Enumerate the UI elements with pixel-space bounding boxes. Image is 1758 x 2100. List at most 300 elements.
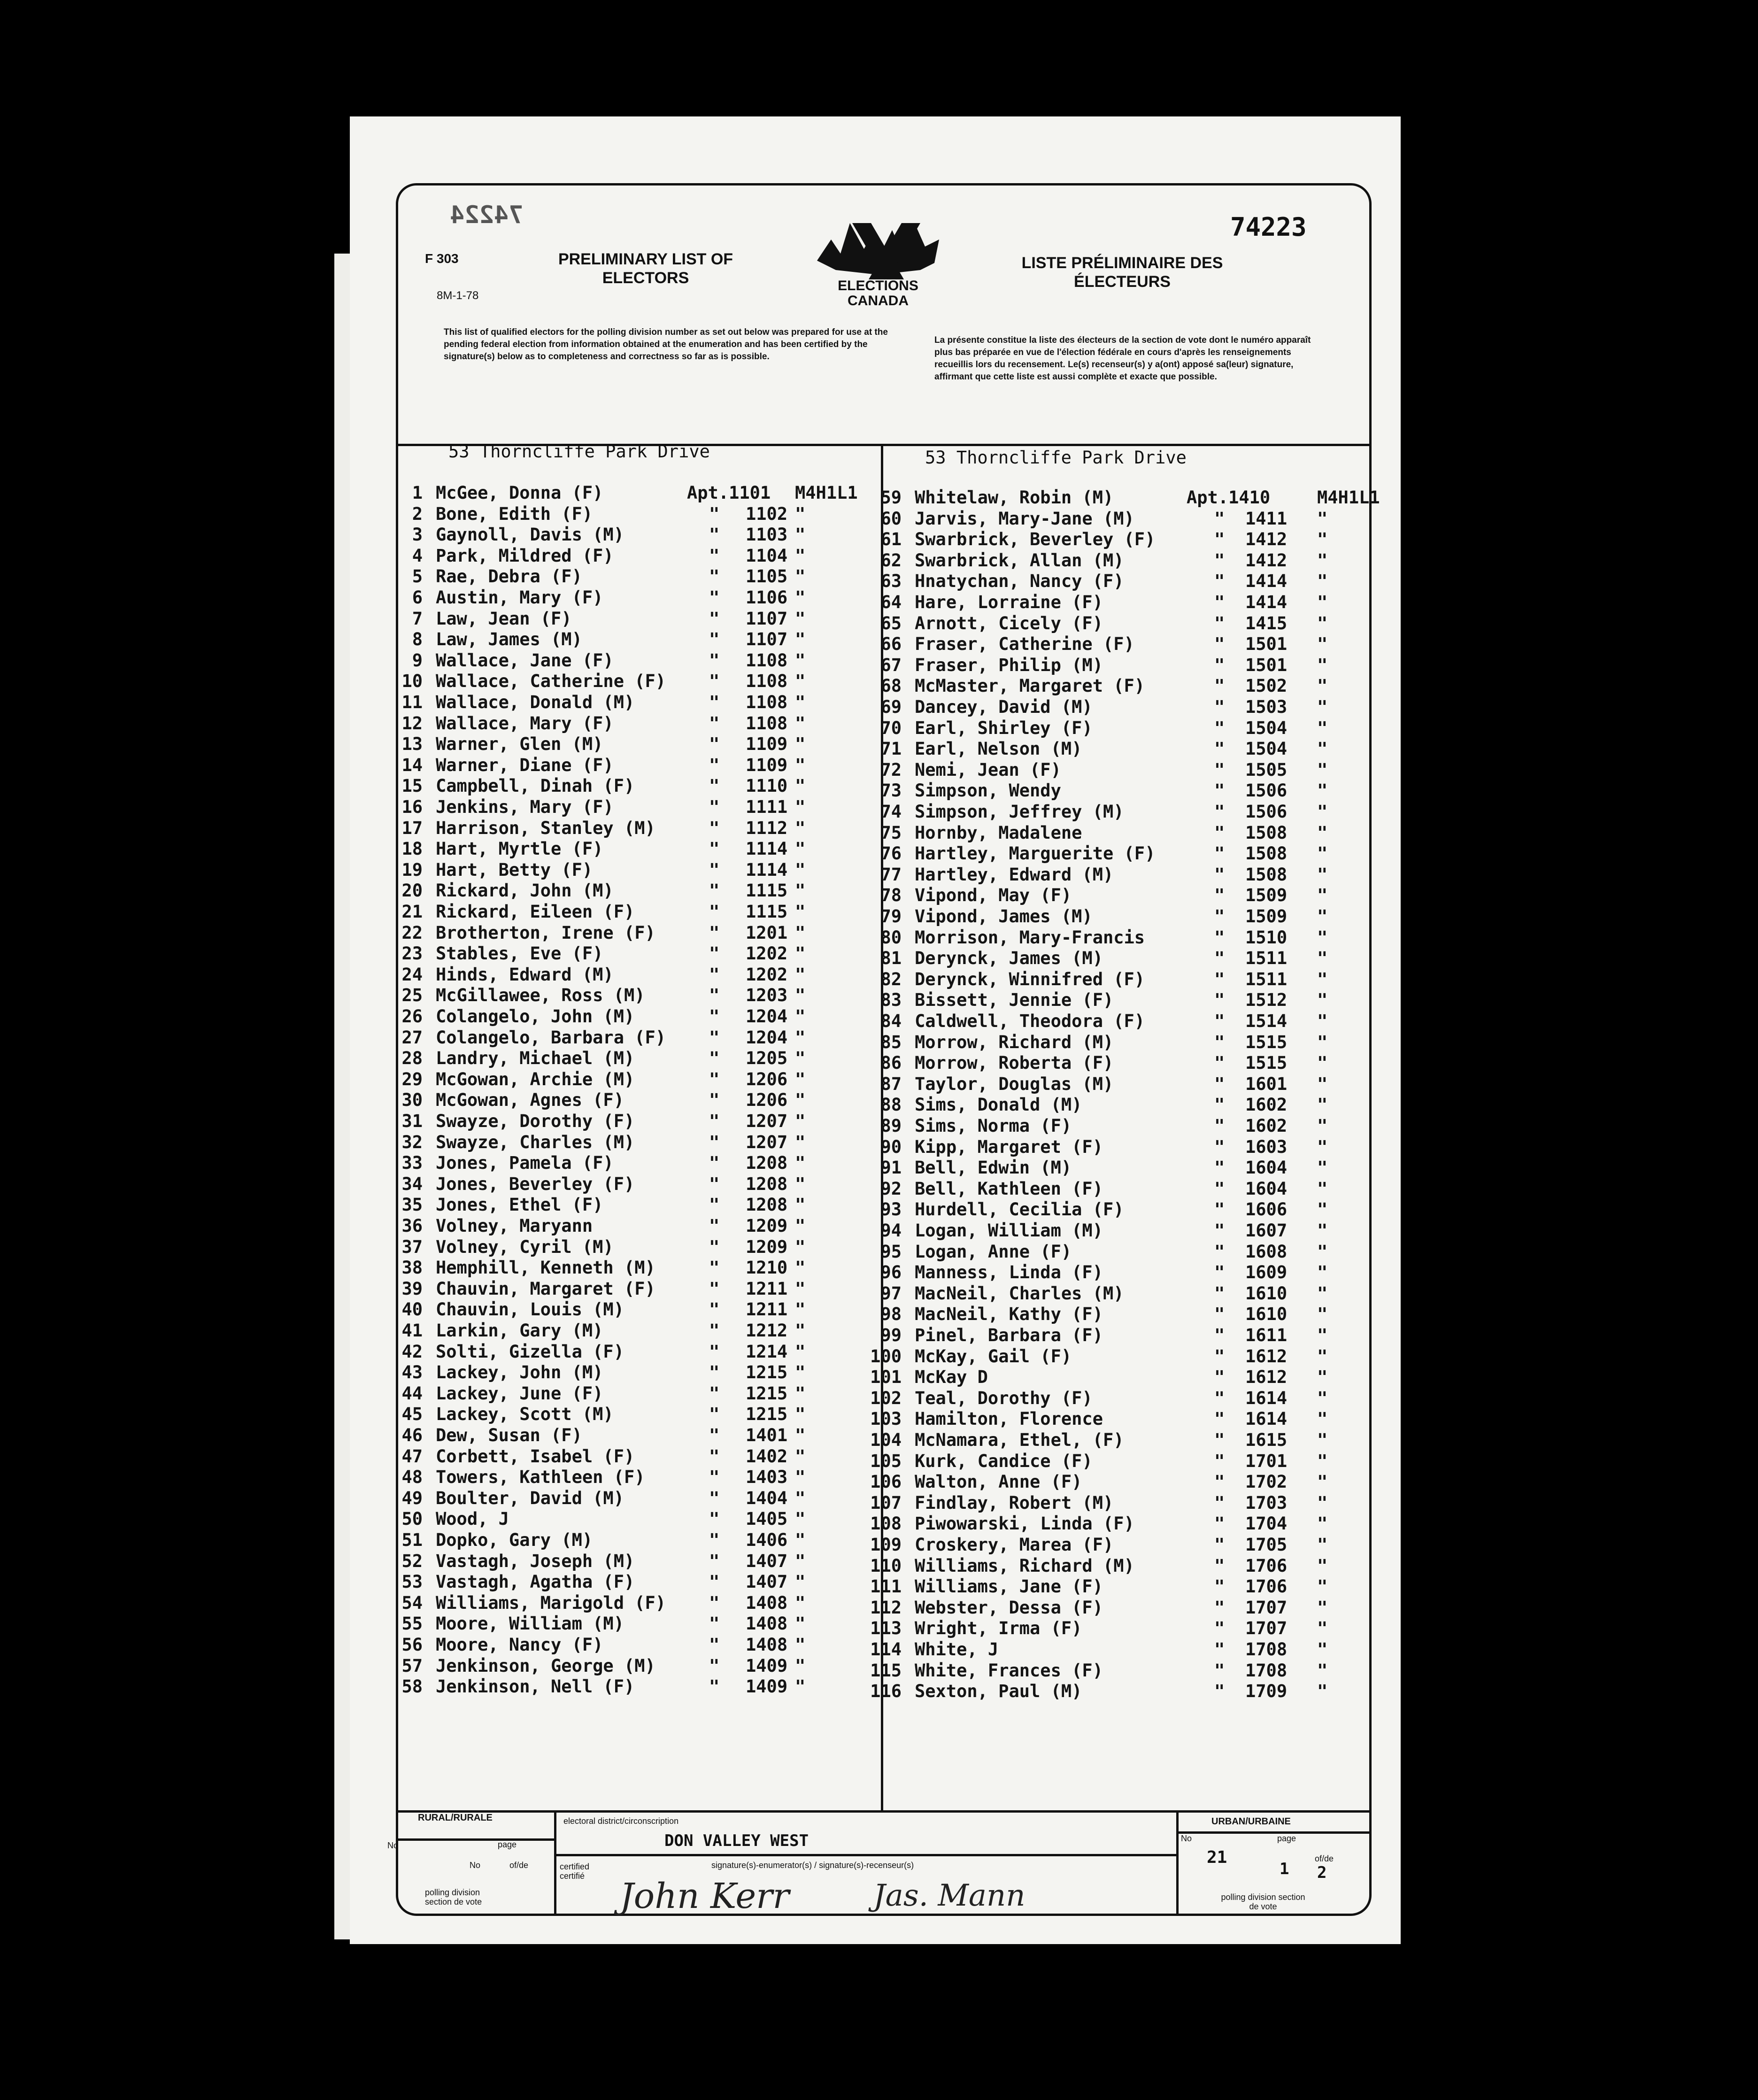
- ditto-mark: ": [1214, 550, 1225, 571]
- elector-name: Stables, Eve (F): [436, 943, 603, 964]
- postal-code: ": [1317, 822, 1328, 843]
- postal-code: ": [1317, 676, 1328, 696]
- elector-number: 42: [401, 1341, 423, 1362]
- postal-code: ": [795, 1048, 806, 1069]
- apartment-number: 1205: [746, 1048, 788, 1069]
- elector-row: [859, 697, 1371, 719]
- apartment-number: 1612: [1245, 1367, 1288, 1388]
- elector-row: [859, 1053, 1371, 1075]
- elector-name: Hartley, Marguerite (F): [915, 843, 1156, 864]
- elector-number: 96: [880, 1262, 902, 1283]
- elector-row: [859, 885, 1371, 908]
- apartment-number: 1210: [746, 1258, 788, 1278]
- elector-row: [859, 529, 1371, 552]
- elector-number: 8: [412, 629, 423, 650]
- elector-row: [859, 1409, 1371, 1431]
- apartment-number: 1110: [746, 776, 788, 796]
- apartment-number: 1209: [746, 1216, 788, 1236]
- elector-name: Dancey, David (M): [915, 697, 1093, 717]
- ditto-mark: ": [709, 1362, 720, 1383]
- postal-code: ": [795, 1069, 806, 1089]
- elector-row: [859, 509, 1371, 531]
- postal-code: ": [1317, 1199, 1328, 1220]
- postal-code: ": [795, 1320, 806, 1341]
- elector-row: [859, 1660, 1371, 1683]
- ditto-mark: ": [1214, 969, 1225, 989]
- elector-row: [859, 1618, 1371, 1641]
- apartment-number: 1614: [1245, 1409, 1288, 1429]
- apartment-number: 1615: [1245, 1430, 1288, 1450]
- postal-code: ": [1317, 1116, 1328, 1136]
- apartment-number: 1709: [1245, 1681, 1288, 1702]
- elector-name: Wallace, Jane (F): [436, 650, 614, 671]
- elector-row: [380, 880, 873, 903]
- ditto-mark: ": [709, 818, 720, 838]
- ditto-mark: ": [1214, 508, 1225, 529]
- elector-row: [380, 818, 873, 841]
- postal-code: ": [795, 1132, 806, 1152]
- postal-code: ": [795, 839, 806, 859]
- apartment-number: 1204: [746, 1027, 788, 1048]
- elector-name: Colangelo, John (M): [436, 1006, 635, 1027]
- elector-number: 91: [880, 1158, 902, 1178]
- elector-row: [859, 760, 1371, 782]
- postal-code: ": [1317, 1513, 1328, 1534]
- elector-row: [859, 739, 1371, 761]
- apartment-number: 1708: [1245, 1639, 1288, 1660]
- elector-number: 46: [401, 1425, 423, 1445]
- elector-row: [859, 823, 1371, 845]
- elector-name: Kurk, Candice (F): [915, 1451, 1093, 1471]
- elector-number: 85: [880, 1032, 902, 1052]
- elector-number: 71: [880, 739, 902, 759]
- footer-divider: [396, 1810, 1372, 1813]
- ditto-mark: ": [709, 525, 720, 545]
- elector-row: [859, 1513, 1371, 1536]
- ditto-mark: ": [1214, 592, 1225, 612]
- ditto-mark: ": [709, 1467, 720, 1488]
- postal-code: ": [795, 1655, 806, 1676]
- elector-name: Morrow, Roberta (F): [915, 1053, 1114, 1073]
- elector-row: [859, 1095, 1371, 1117]
- elector-row: [859, 1011, 1371, 1034]
- elector-number: 27: [401, 1027, 423, 1048]
- elector-row: [380, 1467, 873, 1490]
- postal-code: ": [1317, 1346, 1328, 1367]
- ditto-mark: ": [1214, 1304, 1225, 1325]
- elector-number: 62: [880, 550, 902, 571]
- ghost-serial-number: 74224: [450, 201, 524, 229]
- ditto-mark: ": [1214, 718, 1225, 738]
- elector-name: Whitelaw, Robin (M): [915, 487, 1114, 508]
- elector-number: 50: [401, 1509, 423, 1529]
- elector-number: 35: [401, 1195, 423, 1215]
- apartment-number: 1506: [1245, 802, 1288, 822]
- elector-name: White, J: [915, 1639, 999, 1660]
- apartment-number: 1511: [1245, 948, 1288, 969]
- apartment-number: 1607: [1245, 1220, 1288, 1241]
- apartment-number: Apt.1101: [687, 483, 771, 503]
- elector-number: 103: [870, 1409, 902, 1429]
- postal-code: ": [1317, 1409, 1328, 1429]
- ditto-mark: ": [1214, 1032, 1225, 1052]
- elector-row: [380, 1320, 873, 1343]
- postal-code: ": [795, 776, 806, 796]
- apartment-number: 1211: [746, 1278, 788, 1299]
- postal-code: ": [795, 797, 806, 817]
- elector-name: McGowan, Archie (M): [436, 1069, 635, 1089]
- apartment-number: 1604: [1245, 1158, 1288, 1178]
- apartment-number: 1601: [1245, 1073, 1288, 1094]
- urban-page-number: 1: [1280, 1860, 1289, 1878]
- elector-row: [859, 1472, 1371, 1494]
- elector-number: 72: [880, 759, 902, 780]
- postal-code: ": [1317, 1178, 1328, 1199]
- elector-row: [380, 1593, 873, 1615]
- urban-page-label: page: [1277, 1834, 1296, 1843]
- postal-code: ": [1317, 1388, 1328, 1408]
- postal-code: ": [1317, 1535, 1328, 1555]
- apartment-number: 1610: [1245, 1304, 1288, 1325]
- elector-row: [380, 692, 873, 715]
- apartment-number: 1508: [1245, 864, 1288, 885]
- elector-name: Hinds, Edward (M): [436, 964, 614, 985]
- postal-code: ": [1317, 759, 1328, 780]
- ditto-mark: ": [1214, 1325, 1225, 1345]
- elector-name: Jenkins, Mary (F): [436, 797, 614, 817]
- apartment-number: 1514: [1245, 1011, 1288, 1031]
- postal-code: ": [795, 1362, 806, 1383]
- ditto-mark: ": [1214, 1492, 1225, 1513]
- apartment-number: 1201: [746, 922, 788, 943]
- ditto-mark: ": [709, 587, 720, 608]
- apartment-number: 1412: [1245, 529, 1288, 550]
- elector-row: [859, 1199, 1371, 1222]
- apartment-number: 1611: [1245, 1325, 1288, 1345]
- postal-code: ": [1317, 1597, 1328, 1618]
- elector-number: 84: [880, 1011, 902, 1031]
- elector-name: Bone, Edith (F): [436, 503, 593, 524]
- postal-code: ": [1317, 802, 1328, 822]
- apartment-number: 1108: [746, 671, 788, 692]
- elector-name: Teal, Dorothy (F): [915, 1388, 1093, 1408]
- elector-name: Fraser, Catherine (F): [915, 634, 1134, 655]
- ditto-mark: ": [709, 1111, 720, 1131]
- ditto-mark: ": [709, 776, 720, 796]
- urban-page-total: 2: [1317, 1863, 1327, 1882]
- ditto-mark: ": [709, 650, 720, 671]
- postal-code: ": [795, 818, 806, 838]
- elector-row: [380, 483, 873, 505]
- ditto-mark: ": [709, 1592, 720, 1613]
- apartment-number: 1206: [746, 1069, 788, 1089]
- postal-code: ": [795, 1635, 806, 1655]
- elector-name: Harrison, Stanley (M): [436, 818, 655, 838]
- elector-name: Vastagh, Agatha (F): [436, 1572, 635, 1592]
- postal-code: ": [795, 1572, 806, 1592]
- elector-number: 92: [880, 1178, 902, 1199]
- elector-row: [380, 1111, 873, 1134]
- postal-code: ": [1317, 550, 1328, 571]
- elector-row: [859, 571, 1371, 594]
- postal-code: ": [1317, 1011, 1328, 1031]
- ditto-mark: ": [1214, 1513, 1225, 1534]
- elector-number: 82: [880, 969, 902, 989]
- elector-row: [380, 525, 873, 547]
- elector-number: 22: [401, 922, 423, 943]
- postal-code: ": [795, 859, 806, 880]
- apartment-number: 1115: [746, 902, 788, 922]
- apartment-number: 1409: [746, 1676, 788, 1697]
- postal-code: ": [795, 629, 806, 650]
- footer-left-divider: [554, 1810, 556, 1916]
- ditto-mark: ": [1214, 613, 1225, 633]
- elector-name: Law, Jean (F): [436, 608, 572, 629]
- postal-code: ": [1317, 1053, 1328, 1073]
- elector-name: Findlay, Robert (M): [915, 1492, 1114, 1513]
- elector-name: Logan, William (M): [915, 1220, 1103, 1241]
- elector-name: McNamara, Ethel, (F): [915, 1430, 1124, 1450]
- elector-row: [859, 1681, 1371, 1704]
- apartment-number: 1614: [1245, 1388, 1288, 1408]
- district-name: DON VALLEY WEST: [664, 1831, 809, 1850]
- ditto-mark: ": [709, 1488, 720, 1508]
- apartment-number: 1208: [746, 1174, 788, 1194]
- elector-number: 83: [880, 990, 902, 1011]
- ditto-mark: ": [709, 1195, 720, 1215]
- elector-row: [859, 1242, 1371, 1264]
- elector-row: [380, 671, 873, 694]
- elector-name: Derynck, Winnifred (F): [915, 969, 1145, 989]
- serial-number: 74223: [1230, 212, 1307, 242]
- apartment-number: 1203: [746, 985, 788, 1006]
- postal-code: ": [795, 545, 806, 566]
- elector-number: 56: [401, 1635, 423, 1655]
- elector-row: [380, 1342, 873, 1364]
- elector-row: [380, 1656, 873, 1678]
- elector-number: 18: [401, 839, 423, 859]
- elector-row: [380, 839, 873, 861]
- elector-name: Colangelo, Barbara (F): [436, 1027, 666, 1048]
- postal-code: ": [1317, 1220, 1328, 1241]
- elector-name: Arnott, Cicely (F): [915, 613, 1103, 633]
- elector-name: Towers, Kathleen (F): [436, 1467, 645, 1488]
- elector-name: Williams, Jane (F): [915, 1576, 1103, 1597]
- elector-row: [380, 1509, 873, 1531]
- rural-page-label: page: [498, 1840, 517, 1849]
- apartment-number: 1508: [1245, 822, 1288, 843]
- elector-number: 19: [401, 859, 423, 880]
- apartment-number: 1103: [746, 525, 788, 545]
- elector-name: Logan, Anne (F): [915, 1241, 1072, 1262]
- elector-name: Simpson, Jeffrey (M): [915, 802, 1124, 822]
- postal-code: ": [1317, 1367, 1328, 1388]
- ditto-mark: ": [709, 1341, 720, 1362]
- ditto-mark: ": [1214, 634, 1225, 655]
- elector-name: Lackey, John (M): [436, 1362, 603, 1383]
- elector-name: Manness, Linda (F): [915, 1262, 1103, 1283]
- elector-number: 51: [401, 1530, 423, 1550]
- elector-number: 41: [401, 1320, 423, 1341]
- ditto-mark: ": [1214, 906, 1225, 926]
- apartment-number: 1515: [1245, 1053, 1288, 1073]
- elector-name: Earl, Nelson (M): [915, 739, 1082, 759]
- elector-name: Hurdell, Cecilia (F): [915, 1199, 1124, 1220]
- apartment-number: 1206: [746, 1090, 788, 1111]
- elector-row: [859, 1493, 1371, 1515]
- postal-code: ": [1317, 1241, 1328, 1262]
- apartment-number: 1207: [746, 1132, 788, 1152]
- signature-label: signature(s)-enumerator(s) / signature(s)-recenseur(s): [711, 1861, 914, 1870]
- elector-name: Rae, Debra (F): [436, 566, 582, 587]
- postal-code: ": [1317, 592, 1328, 612]
- ditto-mark: ": [709, 1048, 720, 1069]
- elector-name: Hnatychan, Nancy (F): [915, 571, 1124, 592]
- ditto-mark: ": [1214, 1597, 1225, 1618]
- ditto-mark: ": [1214, 1262, 1225, 1283]
- elector-row: [380, 1048, 873, 1071]
- ditto-mark: ": [709, 985, 720, 1006]
- elector-row: [380, 1404, 873, 1427]
- postal-code: ": [795, 880, 806, 901]
- elector-name: Bissett, Jennie (F): [915, 990, 1114, 1011]
- elector-name: White, Frances (F): [915, 1660, 1103, 1681]
- postal-code: ": [1317, 697, 1328, 717]
- postal-code: ": [1317, 1283, 1328, 1304]
- elector-row: [859, 613, 1371, 636]
- apartment-number: 1208: [746, 1153, 788, 1174]
- ditto-mark: ": [1214, 1535, 1225, 1555]
- apartment-number: 1212: [746, 1320, 788, 1341]
- elector-number: 101: [870, 1367, 902, 1388]
- apartment-number: 1107: [746, 608, 788, 629]
- postal-code: ": [1317, 780, 1328, 801]
- ditto-mark: ": [709, 713, 720, 733]
- elector-name: Lackey, June (F): [436, 1383, 603, 1404]
- apartment-number: 1412: [1245, 550, 1288, 571]
- elector-name: Williams, Marigold (F): [436, 1592, 666, 1613]
- elector-number: 111: [870, 1576, 902, 1597]
- ditto-mark: ": [709, 1530, 720, 1550]
- elector-name: Jarvis, Mary-Jane (M): [915, 508, 1134, 529]
- elector-number: 26: [401, 1006, 423, 1027]
- elector-number: 110: [870, 1555, 902, 1576]
- elector-row: [859, 1158, 1371, 1180]
- apartment-number: 1209: [746, 1236, 788, 1257]
- postal-code: ": [795, 1090, 806, 1111]
- ditto-mark: ": [1214, 1073, 1225, 1094]
- ditto-mark: ": [709, 1446, 720, 1467]
- elector-number: 34: [401, 1174, 423, 1194]
- postal-code: M4H1L1: [795, 483, 858, 503]
- apartment-number: 1108: [746, 650, 788, 671]
- postal-code: ": [1317, 1681, 1328, 1702]
- title-english: PRELIMINARY LIST OF ELECTORS: [558, 250, 733, 287]
- ditto-mark: ": [709, 1655, 720, 1676]
- postal-code: ": [1317, 1325, 1328, 1345]
- elector-name: Morrison, Mary-Francis: [915, 927, 1145, 948]
- postal-code: ": [795, 1111, 806, 1131]
- ditto-mark: ": [709, 1006, 720, 1027]
- postal-code: ": [1317, 1430, 1328, 1450]
- elector-name: Bell, Edwin (M): [915, 1158, 1072, 1178]
- postal-code: ": [1317, 613, 1328, 633]
- elector-row: [859, 1576, 1371, 1599]
- elector-number: 102: [870, 1388, 902, 1408]
- apartment-number: 1510: [1245, 927, 1288, 948]
- rural-sub-no-label: No: [470, 1861, 481, 1870]
- ditto-mark: ": [709, 1299, 720, 1320]
- elector-row: [859, 990, 1371, 1012]
- elector-name: Vipond, May (F): [915, 885, 1072, 906]
- elector-row: [859, 780, 1371, 803]
- ditto-mark: ": [1214, 1220, 1225, 1241]
- apartment-number: 1609: [1245, 1262, 1288, 1283]
- postal-code: ": [795, 587, 806, 608]
- apartment-number: 1602: [1245, 1095, 1288, 1115]
- postal-code: ": [795, 1027, 806, 1048]
- elector-number: 68: [880, 676, 902, 696]
- elector-name: Hornby, Madalene: [915, 822, 1082, 843]
- elector-row: [380, 504, 873, 526]
- postal-code: ": [795, 1216, 806, 1236]
- elector-row: [859, 948, 1371, 971]
- elector-name: McKay, Gail (F): [915, 1346, 1072, 1367]
- elector-number: 81: [880, 948, 902, 969]
- elector-row: [859, 1639, 1371, 1662]
- postal-code: ": [1317, 634, 1328, 655]
- ditto-mark: ": [1214, 571, 1225, 592]
- elector-number: 16: [401, 797, 423, 817]
- elector-number: 106: [870, 1472, 902, 1492]
- elector-row: [859, 1032, 1371, 1055]
- elector-row: [859, 1430, 1371, 1452]
- elector-row: [380, 566, 873, 589]
- elector-row: [380, 1488, 873, 1511]
- rural-label: RURAL/RURALE: [418, 1813, 493, 1823]
- apartment-number: 1604: [1245, 1178, 1288, 1199]
- ditto-mark: ": [709, 797, 720, 817]
- elector-row: [380, 546, 873, 568]
- elector-name: Jones, Beverley (F): [436, 1174, 635, 1194]
- ditto-mark: ": [1214, 990, 1225, 1011]
- ditto-mark: ": [709, 1425, 720, 1445]
- elector-number: 69: [880, 697, 902, 717]
- elector-number: 97: [880, 1283, 902, 1304]
- elector-number: 107: [870, 1492, 902, 1513]
- elector-name: Bell, Kathleen (F): [915, 1178, 1103, 1199]
- apartment-number: 1105: [746, 566, 788, 587]
- apartment-number: 1408: [746, 1635, 788, 1655]
- elector-name: Sims, Donald (M): [915, 1095, 1082, 1115]
- postal-code: ": [795, 985, 806, 1006]
- ditto-mark: ": [1214, 676, 1225, 696]
- apartment-number: 1112: [746, 818, 788, 838]
- elector-name: MacNeil, Kathy (F): [915, 1304, 1103, 1325]
- apartment-number: 1404: [746, 1488, 788, 1508]
- postal-code: ": [795, 734, 806, 755]
- elector-name: Derynck, James (M): [915, 948, 1103, 969]
- elector-name: Pinel, Barbara (F): [915, 1325, 1103, 1345]
- elector-number: 65: [880, 613, 902, 633]
- ditto-mark: ": [709, 1090, 720, 1111]
- apartment-number: 1208: [746, 1195, 788, 1215]
- apartment-number: 1202: [746, 943, 788, 964]
- ditto-mark: ": [1214, 927, 1225, 948]
- ditto-mark: ": [709, 734, 720, 755]
- postal-code: ": [795, 671, 806, 692]
- postal-code: ": [795, 650, 806, 671]
